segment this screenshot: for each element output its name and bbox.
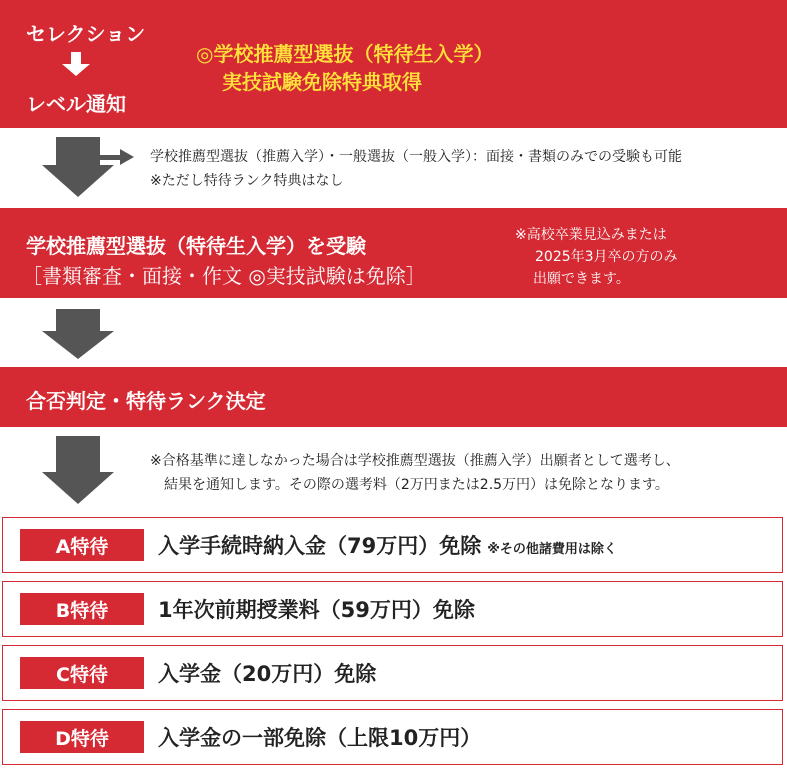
- down-arrow-icon: [42, 165, 114, 197]
- selection-band: [0, 0, 787, 128]
- judgement-note-line-2: 結果を通知します。その際の選考料（2万円または2.5万円）は免除となります。: [164, 477, 669, 493]
- exam-note-line-1: ※高校卒業見込みまたは: [515, 227, 667, 243]
- small-arrow-stem: [71, 52, 81, 64]
- exam-subtitle: ［書類審査・面接・作文 ◎実技試験は免除］: [22, 264, 426, 288]
- rank-a-text: [158, 530, 617, 560]
- arrow-1-stem: [56, 137, 100, 165]
- rank-d-row: [2, 709, 783, 765]
- down-arrow-icon: [42, 331, 114, 359]
- rank-b-row: [2, 581, 783, 637]
- highlight-line-2: 実技試験免除特典取得: [222, 70, 422, 94]
- arrow-3-stem: [56, 436, 100, 472]
- branch-note-line-2: ※ただし特待ランク特典はなし: [150, 173, 344, 189]
- exam-title: 学校推薦型選抜（特待生入学）を受験: [26, 234, 366, 258]
- exam-note-line-2: 2025年3月卒の方のみ: [535, 249, 678, 265]
- rank-c-label: C特待: [20, 657, 144, 689]
- arrow-2-stem: [56, 309, 100, 331]
- exam-band: [0, 208, 787, 298]
- judgement-title: 合否判定・特待ランク決定: [26, 389, 266, 413]
- down-arrow-icon: [62, 64, 90, 76]
- judgement-note-line-1: ※合格基準に達しなかった場合は学校推薦型選抜（推薦入学）出願者として選考し、: [150, 453, 680, 469]
- rank-c-text: 入学金（20万円）免除: [158, 662, 377, 686]
- level-notice-label: レベル通知: [26, 92, 126, 116]
- rank-d-text: 入学金の一部免除（上限10万円）: [158, 726, 482, 750]
- rank-a-label: A特待: [20, 529, 144, 561]
- rank-a-benefit: 入学手続時納入金（79万円）免除: [158, 534, 482, 558]
- rank-a-row: [2, 517, 783, 573]
- rank-a-note: ※その他諸費用は除く: [487, 542, 617, 557]
- branch-note-line-1: 学校推薦型選抜（推薦入学）・一般選抜（一般入学）：面接・書類のみでの受験も可能: [150, 149, 682, 165]
- exam-note-line-3: 出願できます。: [533, 271, 630, 287]
- judgement-band: [0, 367, 787, 427]
- rank-b-label: B特待: [20, 593, 144, 625]
- rank-d-label: D特待: [20, 721, 144, 753]
- down-arrow-icon: [42, 472, 114, 504]
- selection-label: セレクション: [26, 22, 146, 46]
- branch-arrow-stem: [100, 155, 122, 160]
- right-arrow-icon: [120, 149, 134, 165]
- highlight-line-1: ◎学校推薦型選抜（特待生入学）: [196, 42, 494, 66]
- rank-b-text: 1年次前期授業料（59万円）免除: [158, 598, 475, 622]
- rank-c-row: [2, 645, 783, 701]
